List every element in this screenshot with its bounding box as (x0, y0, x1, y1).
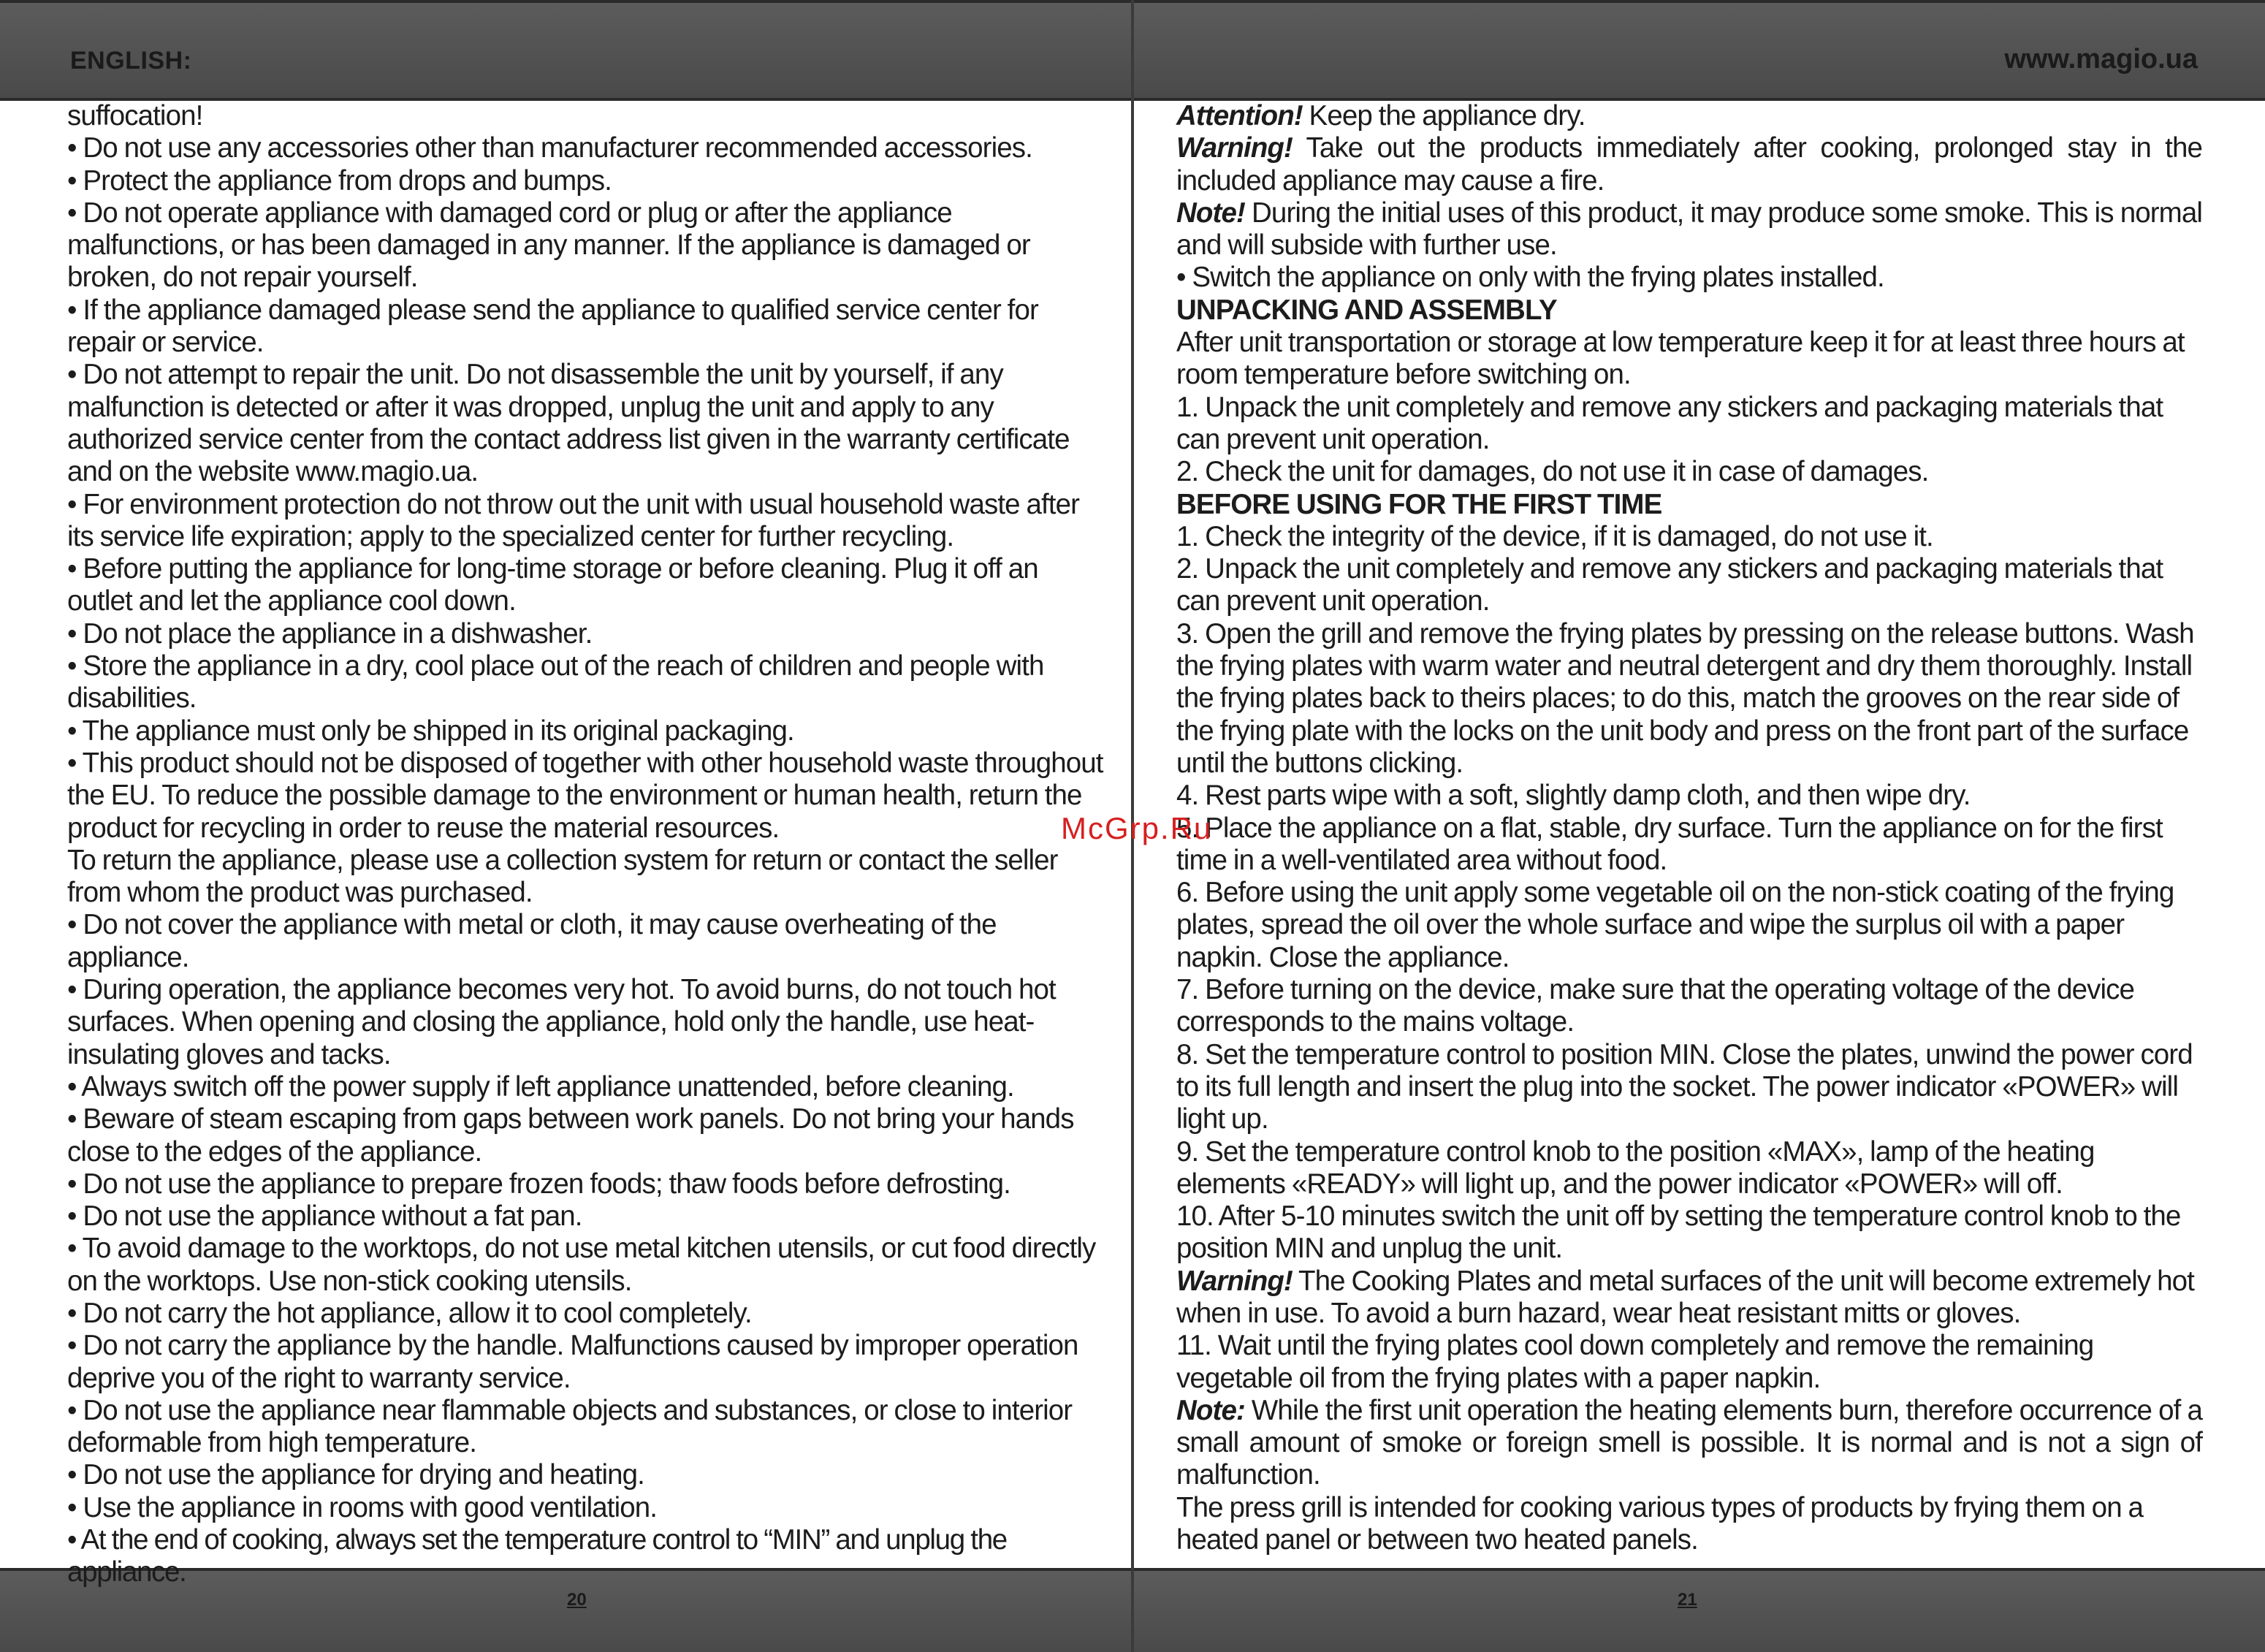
text-line: 5. Place the appliance on a flat, stable, dry surface. Turn the appliance on for the first time in a well-ventilated area without food. (1176, 812, 2163, 876)
website-link[interactable]: www.magio.ua (2004, 44, 2198, 75)
left-page-text (67, 100, 1108, 1589)
note-label: Note: (1176, 1394, 1245, 1426)
page-number-left: 20 (567, 1590, 587, 1610)
text-line: suffocation! (67, 100, 203, 132)
text-line: • Always switch off the power supply if left appliance unattended, before cleaning. (67, 1070, 1014, 1103)
text-line: 7. Before turning on the device, make sure that the operating voltage of the device corresponds to the mains voltage. (1176, 974, 2135, 1038)
text-line: • Do not attempt to repair the unit. Do not disassemble the unit by yourself, if any malfunction is detected or after it was dropped, unplug the unit and apply to any authorized service center from the contact address list given in the warranty certificate and on the website www.magio.ua. (67, 359, 1070, 488)
page-number-right: 21 (1678, 1590, 1697, 1610)
text-line: 4. Rest parts wipe with a soft, slightly damp cloth, and then wipe dry. (1176, 780, 1971, 812)
text-line: 6. Before using the unit apply some vegetable oil on the non-stick coating of the frying plates, spread the oil over the whole surface and wipe the surplus oil with a paper napkin. Close the appliance. (1176, 877, 2174, 973)
note-text: During the initial uses of this product, it may produce some smoke. This is normal and will subside with further use. (1176, 197, 2202, 262)
note (1176, 1395, 2202, 1492)
note-text: While the first unit operation the heating elements burn, therefore occurrence of a small amount of smoke or foreign smell is possible. It is normal and is not a sign of malfunction. (1176, 1394, 2202, 1491)
text-line: • Do not use the appliance to prepare frozen foods; thaw foods before defrosting. (67, 1168, 1010, 1200)
text-line: • Use the appliance in rooms with good ventilation. (67, 1491, 658, 1523)
note (1176, 197, 2202, 262)
text-line: • For environment protection do not throw out the unit with usual household waste after its service life expiration; apply to the specialized center for further recycling. (67, 488, 1080, 552)
text-line: • Do not operate appliance with damaged cord or plug or after the appliance malfunctions, or has been damaged in any manner. If the appliance is damaged or broken, do not repair yourself. (67, 197, 1030, 294)
text-line: • Switch the appliance on only with the frying plates installed. (1176, 262, 1884, 294)
text-line: • Do not cover the appliance with metal or cloth, it may cause overheating of the appliance. (67, 909, 997, 973)
text-line: • Do not use the appliance for drying and heating. (67, 1459, 644, 1491)
warning-text: The Cooking Plates and metal surfaces of the unit will become extremely hot when in use. To avoid a burn hazard, wear heat resistant mitts or gloves. (1176, 1265, 2194, 1329)
text-line: 8. Set the temperature control to position MIN. Close the plates, unwind the power cord to its full length and insert the plug into the socket. The power indicator «POWER» will light up. (1176, 1038, 2193, 1135)
watermark: McGrp.Ru (1061, 811, 1213, 845)
text-line: The press grill is intended for cooking various types of products by frying them on a heated panel or between two heated panels. (1176, 1491, 2144, 1556)
note-label: Note! (1176, 197, 1245, 229)
text-line: • Protect the appliance from drops and bumps. (67, 164, 612, 197)
text-line: • Do not carry the hot appliance, allow it to cool completely. (67, 1297, 752, 1329)
text-line: 10. After 5-10 minutes switch the unit off by setting the temperature control knob to the position MIN and unplug the unit. (1176, 1200, 2181, 1265)
warning-label: Warning! (1176, 132, 1293, 164)
language-label: ENGLISH: (70, 47, 192, 75)
text-line: • Do not use the appliance near flammable objects and substances, or close to interior deformable from high temperature. (67, 1394, 1073, 1459)
text-line: • The appliance must only be shipped in its original packaging. (67, 715, 794, 747)
text-line: 2. Check the unit for damages, do not use it in case of damages. (1176, 456, 1929, 488)
text-line: 11. Wait until the frying plates cool down completely and remove the remaining vegetable oil from the frying plates with a paper napkin. (1176, 1330, 2094, 1394)
text-line: 9. Set the temperature control knob to the position «MAX», lamp of the heating elements «READY» will light up, and the power indicator «POWER» will off. (1176, 1135, 2095, 1200)
right-page-text (1176, 100, 2202, 1556)
text-line: 1. Check the integrity of the device, if it is damaged, do not use it. (1176, 520, 1933, 552)
text-line: • If the appliance damaged please send the appliance to qualified service center for repair or service. (67, 294, 1038, 359)
attention-note (1176, 100, 2202, 132)
text-line: 1. Unpack the unit completely and remove any stickers and packaging materials that can prevent unit operation. (1176, 391, 2163, 455)
text-line: • During operation, the appliance becomes very hot. To avoid burns, do not touch hot surfaces. When opening and closing the appliance, hold only the handle, use heat-insulating gloves and tacks. (67, 974, 1056, 1070)
text-line: • Store the appliance in a dry, cool place out of the reach of children and people with disabilities. (67, 650, 1044, 715)
section-heading-first-use: BEFORE USING FOR THE FIRST TIME (1176, 488, 1662, 520)
attention-label: Attention! (1176, 100, 1303, 132)
text-line: 2. Unpack the unit completely and remove any stickers and packaging materials that can prevent unit operation. (1176, 553, 2163, 617)
text-line: • Before putting the appliance for long-time storage or before cleaning. Plug it off an outlet and let the appliance cool down. (67, 553, 1038, 617)
text-line: • To avoid damage to the worktops, do not use metal kitchen utensils, or cut food directly on the worktops. Use non-stick cooking utensils. (67, 1233, 1096, 1297)
text-line: • At the end of cooking, always set the temperature control to “MIN” and unplug the appliance. (67, 1524, 1007, 1588)
text-line: • Do not place the appliance in a dishwasher. (67, 617, 593, 650)
text-line: • Beware of steam escaping from gaps between work panels. Do not bring your hands close to the edges of the appliance. (67, 1103, 1074, 1168)
text-line: • This product should not be disposed of together with other household waste throughout the EU. To reduce the possible damage to the environment or human health, return the product for recycling in order to reuse the material resources. (67, 747, 1103, 844)
warning-note (1176, 132, 2202, 197)
text-line: • Do not use any accessories other than manufacturer recommended accessories. (67, 132, 1032, 164)
text-line: To return the appliance, please use a collection system for return or contact the seller from whom the product was purchased. (67, 844, 1058, 909)
text-line: 3. Open the grill and remove the frying plates by pressing on the release buttons. Wash the frying plates with warm water and neutral detergent and dry them thoroughly. Install the frying plates back to theirs places; to do this, match the grooves on the rear side of the frying plate with the locks on the unit body and press on the front part of the surface until the buttons clicking. (1176, 617, 2194, 779)
text-line: After unit transportation or storage at low temperature keep it for at least three hours at room temperature before switching on. (1176, 327, 2185, 391)
warning-note (1176, 1265, 2202, 1331)
attention-text: Keep the appliance dry. (1302, 100, 1586, 132)
text-line: • Do not carry the appliance by the handle. Malfunctions caused by improper operation deprive you of the right to warranty service. (67, 1330, 1078, 1394)
warning-text: Take out the products immediately after cooking, prolonged stay in the included appliance may cause a fire. (1176, 132, 2202, 197)
text-line: • Do not use the appliance without a fat pan. (67, 1200, 582, 1233)
section-heading-unpacking: UNPACKING AND ASSEMBLY (1176, 294, 1557, 326)
warning-label: Warning! (1176, 1265, 1293, 1297)
